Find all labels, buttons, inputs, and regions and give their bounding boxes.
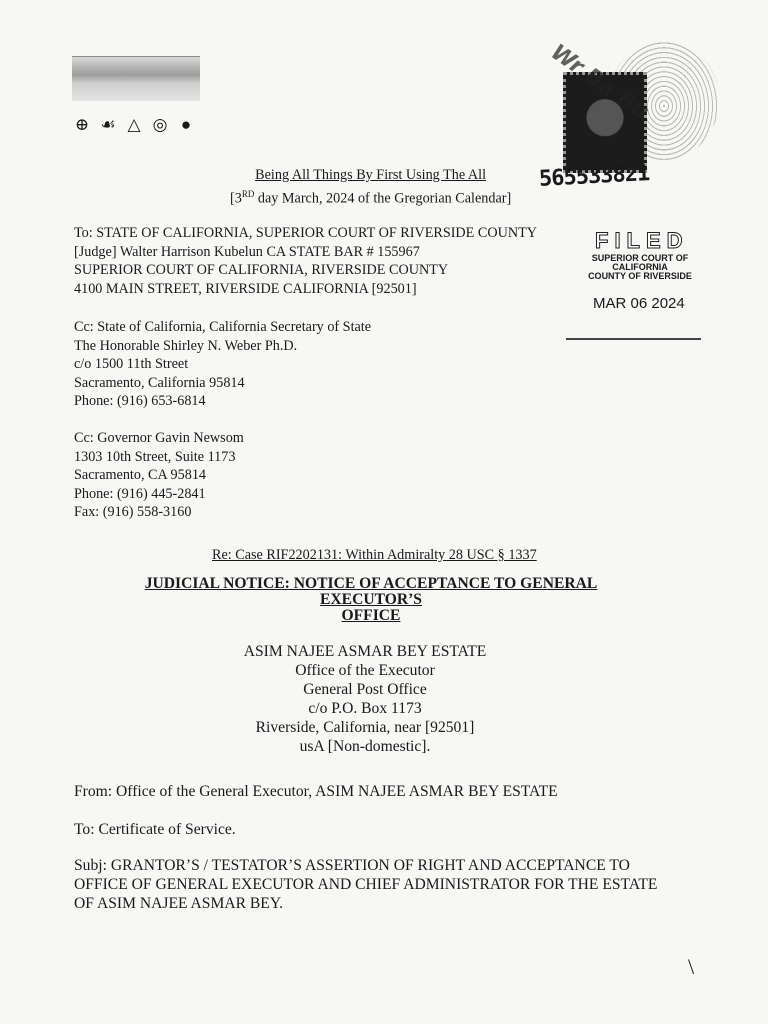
cc-line: Phone: (916) 445-2841 <box>74 485 206 502</box>
cc-line: Cc: Governor Gavin Newsom <box>74 430 244 446</box>
recipient-line: SUPERIOR COURT OF CALIFORNIA, RIVERSIDE COUNTY <box>74 262 449 278</box>
signature-line <box>566 338 701 340</box>
flourish-icon: ☙ <box>100 115 116 134</box>
cc-line: The Honorable Shirley N. Weber Ph.D. <box>74 337 298 354</box>
stamp-signature: Wr Ba Bu <box>546 39 654 126</box>
dot-icon: ● <box>180 115 192 134</box>
notice-title <box>96 576 646 624</box>
to-certificate-line: To: Certificate of Service. <box>74 821 236 838</box>
filed-court-line1: SUPERIOR COURT OF CALIFORNIA <box>591 253 689 272</box>
stamp-area <box>535 40 725 200</box>
ring-icon: ◎ <box>152 115 168 134</box>
cc-line: c/o 1500 11th Street <box>74 356 189 372</box>
circle-cross-icon: ⊕ <box>74 115 90 134</box>
estate-line: Office of the Executor <box>295 662 435 679</box>
estate-line: c/o P.O. Box 1173 <box>308 700 422 717</box>
recipient-line: 4100 MAIN STREET, RIVERSIDE CALIFORNIA [92501] <box>74 280 417 297</box>
header-emblem <box>72 56 202 136</box>
cc-secretary-block <box>74 318 371 411</box>
recipient-line: [Judge] Walter Harrison Kubelun CA STATE BAR # 155967 <box>74 243 420 260</box>
estate-line: General Post Office <box>303 681 427 698</box>
cc-line: Sacramento, CA 95814 <box>74 467 207 483</box>
emblem-icons <box>72 115 202 135</box>
tagline-line2-post: day March, 2024 of the Gregorian Calendar] <box>254 190 512 207</box>
estate-address-block <box>200 642 530 756</box>
filed-court-line2: COUNTY OF RIVERSIDE <box>588 271 692 281</box>
recipient-block <box>74 224 537 298</box>
estate-line: usA [Non-domestic]. <box>299 738 431 755</box>
tagline-line2 <box>230 185 511 208</box>
notice-title-line2: OFFICE <box>341 607 401 624</box>
page-mark: \ <box>688 954 695 979</box>
tagline-line1: Being All Things By First Using The All <box>255 167 487 183</box>
cc-line: Fax: (916) 558-3160 <box>74 504 192 520</box>
filed-stamp <box>565 228 715 312</box>
filed-date: MAR 06 2024 <box>593 295 685 312</box>
emblem-photo <box>72 56 200 101</box>
estate-line: Riverside, California, near [92501] <box>255 719 475 736</box>
tagline-line2-pre: [3 <box>230 190 242 207</box>
cc-line: Cc: State of California, California Secretary of State <box>74 319 372 335</box>
triangle-icon: △ <box>127 115 141 134</box>
cc-line: Sacramento, California 95814 <box>74 374 245 391</box>
subject-line: Subj: GRANTOR’S / TESTATOR’S ASSERTION OF RIGHT AND ACCEPTANCE TO <box>74 857 630 874</box>
tagline <box>230 166 511 208</box>
from-line: From: Office of the General Executor, ASIM NAJEE ASMAR BEY ESTATE <box>74 783 558 800</box>
notice-title-line1: JUDICIAL NOTICE: NOTICE OF ACCEPTANCE TO GENERAL EXECUTOR’S <box>144 575 598 608</box>
estate-line: ASIM NAJEE ASMAR BEY ESTATE <box>243 643 487 660</box>
subject-block <box>74 856 657 913</box>
cc-line: Phone: (916) 653-6814 <box>74 393 206 409</box>
subject-line: OFFICE OF GENERAL EXECUTOR AND CHIEF ADMINISTRATOR FOR THE ESTATE <box>74 876 658 893</box>
filed-court <box>565 254 715 281</box>
filed-label: FILED <box>595 228 689 253</box>
case-reference: Re: Case RIF2202131: Within Admiralty 28 USC § 1337 <box>212 547 537 563</box>
cc-governor-block <box>74 429 244 522</box>
recipient-line: To: STATE OF CALIFORNIA, SUPERIOR COURT OF RIVERSIDE COUNTY <box>74 225 538 241</box>
subject-line: OF ASIM NAJEE ASMAR BEY. <box>74 895 283 912</box>
cc-line: 1303 10th Street, Suite 1173 <box>74 448 236 465</box>
stamp-number: 565533821 <box>538 161 650 192</box>
tagline-line2-sup: RD <box>241 188 255 199</box>
